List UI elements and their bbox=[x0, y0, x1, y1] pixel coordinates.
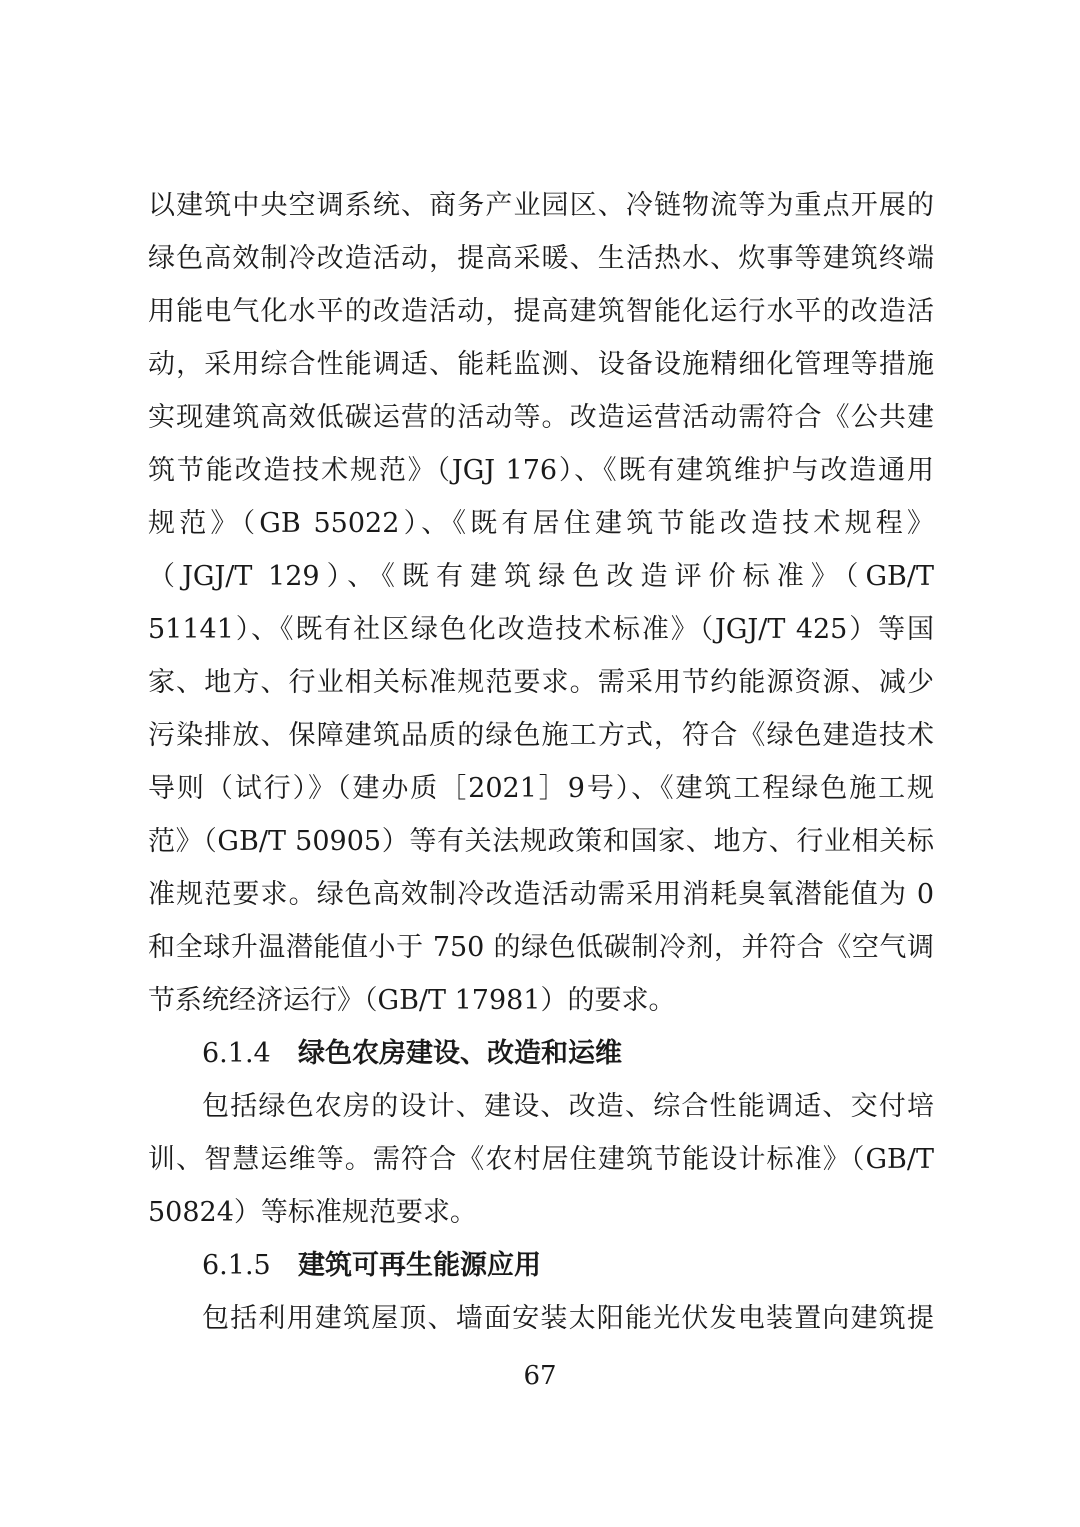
paragraph-line: 规范》（GB 55022）、《既有居住建筑节能改造技术规程》 bbox=[148, 508, 934, 539]
paragraph-line: 50824）等标准规范要求。 bbox=[148, 1197, 477, 1228]
paragraph-line: 51141）、《既有社区绿色化改造技术标准》（JGJ/T 425）等国 bbox=[148, 614, 934, 645]
paragraph-line: 污染排放、保障建筑品质的绿色施工方式，符合《绿色建造技术 bbox=[148, 720, 934, 751]
section-heading bbox=[202, 1034, 622, 1074]
paragraph-line: 包括利用建筑屋顶、墙面安装太阳能光伏发电装置向建筑提 bbox=[202, 1303, 934, 1334]
section-title: 绿色农房建设、改造和运维 bbox=[298, 1038, 622, 1069]
paragraph-line: 范》（GB/T 50905）等有关法规政策和国家、地方、行业相关标 bbox=[148, 826, 934, 857]
paragraph-line: 筑节能改造技术规范》（JGJ 176）、《既有建筑维护与改造通用 bbox=[148, 455, 934, 486]
paragraph-line: 导则（试行）》（建办质［2021］9号）、《建筑工程绿色施工规 bbox=[148, 773, 934, 804]
section-title: 建筑可再生能源应用 bbox=[298, 1250, 541, 1281]
section-number: 6.1.5 bbox=[202, 1250, 271, 1281]
page-number: 67 bbox=[523, 1361, 557, 1391]
paragraph-line: 准规范要求。绿色高效制冷改造活动需采用消耗臭氧潜能值为 0 bbox=[148, 879, 934, 910]
paragraph-line: 训、智慧运维等。需符合《农村居住建筑节能设计标准》（GB/T bbox=[148, 1144, 934, 1175]
section-heading bbox=[202, 1246, 541, 1286]
paragraph-line: 实现建筑高效低碳运营的活动等。改造运营活动需符合《公共建 bbox=[148, 402, 934, 433]
paragraph-line: 和全球升温潜能值小于 750 的绿色低碳制冷剂，并符合《空气调 bbox=[148, 932, 934, 963]
paragraph-line: 动，采用综合性能调适、能耗监测、设备设施精细化管理等措施 bbox=[148, 349, 934, 380]
paragraph-line: 节系统经济运行》（GB/T 17981）的要求。 bbox=[148, 985, 676, 1016]
section-number: 6.1.4 bbox=[202, 1038, 271, 1069]
paragraph-line: 以建筑中央空调系统、商务产业园区、冷链物流等为重点开展的 bbox=[148, 190, 934, 221]
paragraph-line: 绿色高效制冷改造活动，提高采暖、生活热水、炊事等建筑终端 bbox=[148, 243, 934, 274]
paragraph-line: 用能电气化水平的改造活动，提高建筑智能化运行水平的改造活 bbox=[148, 296, 934, 327]
paragraph-line: 家、地方、行业相关标准规范要求。需采用节约能源资源、减少 bbox=[148, 667, 934, 698]
paragraph-line: （JGJ/T 129）、《既有建筑绿色改造评价标准》（GB/T bbox=[148, 561, 934, 592]
paragraph-line: 包括绿色农房的设计、建设、改造、综合性能调适、交付培 bbox=[202, 1091, 934, 1122]
